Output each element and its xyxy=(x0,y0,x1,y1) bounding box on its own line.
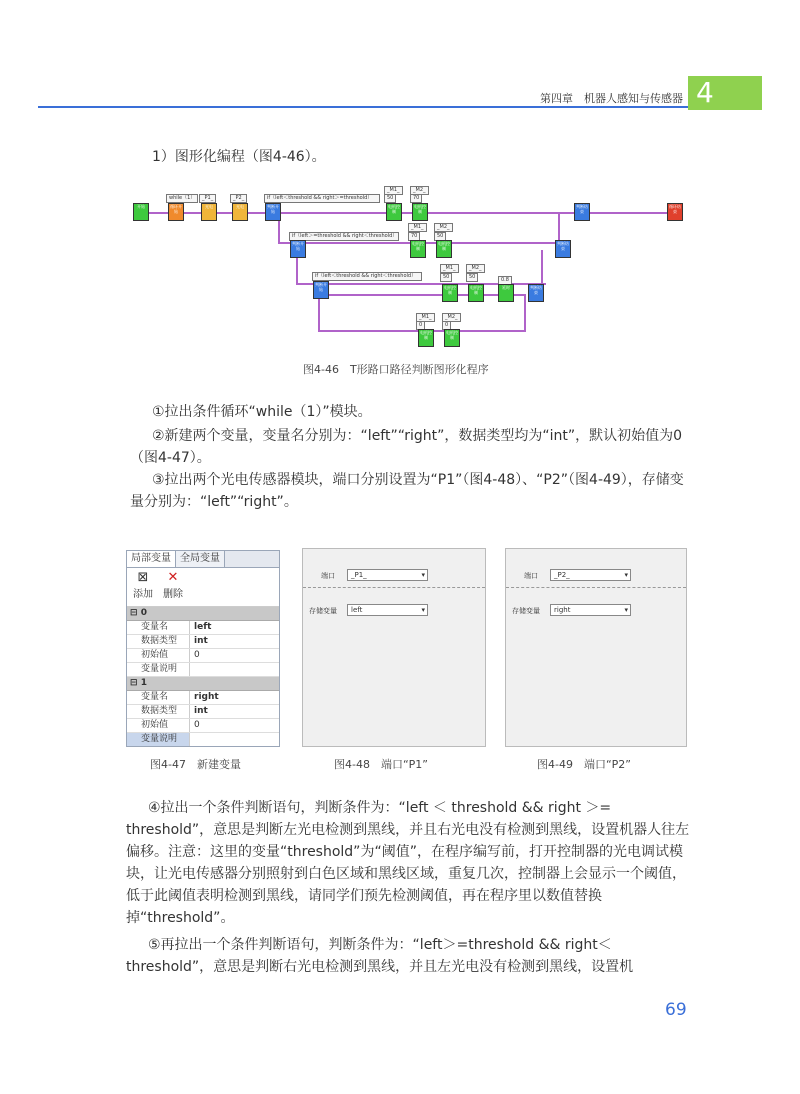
flow-tag-m2: _M2_ xyxy=(442,313,461,322)
add-icon: ⊠ xyxy=(137,570,149,585)
prop-value: int xyxy=(194,706,208,716)
divider xyxy=(506,587,686,588)
add-button[interactable] xyxy=(133,571,153,603)
store-variable-select[interactable]: right ▾ xyxy=(550,604,631,616)
prop-key: 变量名 xyxy=(127,621,190,634)
fig48-caption: 图4-48 端口“P1” xyxy=(334,758,428,771)
flow-block-branch-2[interactable]: 判断开始 xyxy=(290,240,306,258)
step-1: ①拉出条件循环“while（1）”模块。 xyxy=(152,404,372,420)
flow-tag-m1: _M1_ xyxy=(384,186,403,195)
flow-tag-v50: 50 xyxy=(440,273,452,282)
flow-block-delay[interactable]: 延时 xyxy=(498,284,514,302)
flow-block-loop-end[interactable]: 循环结束 xyxy=(667,203,683,221)
prop-value: 0 xyxy=(194,720,200,730)
prop-value: int xyxy=(194,636,208,646)
flow-block-motor[interactable]: 电机控制 xyxy=(436,240,452,258)
flow-tag-v70: 70 xyxy=(408,232,420,241)
tab-global-variables[interactable]: 全局变量 xyxy=(176,551,225,567)
prop-value: right xyxy=(194,692,219,702)
flow-diagram xyxy=(0,0,800,360)
flow-block-branch-1[interactable]: 判断开始 xyxy=(265,203,281,221)
delete-icon: ✕ xyxy=(167,570,179,585)
wire xyxy=(278,220,280,244)
prop-key: 变量说明 xyxy=(127,663,190,676)
step-3: ③拉出两个光电传感器模块，端口分别设置为“P1”（图4-48）、“P2”（图4-49），存储变量分别为：“left”“right”。 xyxy=(130,472,684,510)
group-id: 1 xyxy=(140,678,147,688)
port-select[interactable]: _P2_ ▾ xyxy=(550,569,631,581)
flow-block-branch-end[interactable]: 判断结束 xyxy=(528,284,544,302)
flow-tag-m1: _M1_ xyxy=(408,223,427,232)
fig47-caption: 图4-47 新建变量 xyxy=(150,758,241,771)
table-row[interactable] xyxy=(127,691,279,705)
store-variable-label: 存储变量 xyxy=(309,607,337,615)
table-row[interactable] xyxy=(127,621,279,635)
flow-block-sensor-2[interactable]: 光电 xyxy=(232,203,248,221)
variable-toolbar xyxy=(127,568,279,607)
flow-tag-m1: _M1_ xyxy=(416,313,435,322)
prop-value xyxy=(190,733,194,746)
prop-value: 0 xyxy=(194,650,200,660)
flow-tag-v50: 50 xyxy=(434,232,446,241)
divider xyxy=(303,587,485,588)
flow-block-motor[interactable]: 电机控制 xyxy=(418,329,434,347)
prop-key: 初始值 xyxy=(127,649,190,662)
add-label: 添加 xyxy=(133,589,153,600)
store-variable-select[interactable]: left ▾ xyxy=(347,604,428,616)
tab-local-variables[interactable]: 局部变量 xyxy=(127,551,176,567)
prop-key: 变量说明 xyxy=(127,733,190,746)
table-row[interactable] xyxy=(127,733,279,747)
variable-group-1[interactable]: ⊟ 1 xyxy=(127,677,279,691)
flow-block-branch-end[interactable]: 判断结束 xyxy=(555,240,571,258)
flow-tag-v0: 0 xyxy=(416,321,425,330)
flow-block-start[interactable]: 开始 xyxy=(133,203,149,221)
flow-tag-cond3: if（left＜threshold && right＜threshold） xyxy=(312,272,422,281)
variable-tabs xyxy=(127,551,279,568)
variable-panel xyxy=(126,550,280,747)
prop-key: 数据类型 xyxy=(127,705,190,718)
flow-tag-m2: _M2_ xyxy=(410,186,429,195)
port-label: 端口 xyxy=(321,572,335,580)
flow-block-motor[interactable]: 电机控制 xyxy=(386,203,402,221)
flow-block-motor[interactable]: 电机控制 xyxy=(410,240,426,258)
prop-key: 变量名 xyxy=(127,691,190,704)
flow-tag-cond2: if（left＞=threshold && right＜threshold） xyxy=(289,232,399,241)
prop-value: left xyxy=(194,622,212,632)
flow-tag-v0: 0 xyxy=(442,321,451,330)
table-row[interactable] xyxy=(127,635,279,649)
table-row[interactable] xyxy=(127,649,279,663)
fig49-caption: 图4-49 端口“P2” xyxy=(537,758,631,771)
port-label: 端口 xyxy=(524,572,538,580)
flow-tag-cond1: if（left＜threshold && right＞=threshold） xyxy=(264,194,380,203)
flow-block-loop[interactable]: 循环开始 xyxy=(168,203,184,221)
flow-block-sensor-1[interactable]: 光电 xyxy=(201,203,217,221)
store-variable-label: 存储变量 xyxy=(512,607,540,615)
wire xyxy=(524,295,526,332)
step-5: ⑤再拉出一个条件判断语句，判断条件为：“left＞=threshold && right＜threshold”，意思是判断右光电检测到黑线，并且左光电没有检测到黑线，设置机 xyxy=(126,937,634,975)
variable-group-0[interactable]: ⊟ 0 xyxy=(127,607,279,621)
flow-block-motor[interactable]: 电机控制 xyxy=(412,203,428,221)
prop-key: 初始值 xyxy=(127,719,190,732)
flow-block-motor[interactable]: 电机控制 xyxy=(468,284,484,302)
section-heading: 1）图形化编程（图4-46）。 xyxy=(152,149,326,165)
prop-key: 数据类型 xyxy=(127,635,190,648)
sensor-panel-p1 xyxy=(302,548,486,747)
page-number: 69 xyxy=(665,1000,687,1020)
flow-block-motor[interactable]: 电机控制 xyxy=(442,284,458,302)
flow-tag-delay: 0.8 xyxy=(498,276,512,285)
flow-block-branch-3[interactable]: 判断开始 xyxy=(313,281,329,299)
flow-block-branch-end[interactable]: 判断结束 xyxy=(574,203,590,221)
step-2: ②新建两个变量，变量名分别为：“left”“right”，数据类型均为“int”，默认初始值为0（图4-47）。 xyxy=(130,428,683,466)
delete-button[interactable] xyxy=(163,571,183,603)
table-row[interactable] xyxy=(127,705,279,719)
flow-tag-m2: _M2_ xyxy=(466,264,485,273)
wire xyxy=(541,250,543,285)
table-row[interactable] xyxy=(127,719,279,733)
flow-block-motor[interactable]: 电机控制 xyxy=(444,329,460,347)
table-row[interactable] xyxy=(127,663,279,677)
sensor-panel-p2 xyxy=(505,548,687,747)
flow-tag-v50: 50 xyxy=(384,194,396,203)
delete-label: 删除 xyxy=(163,589,183,600)
flow-tag-m2: _M2_ xyxy=(434,223,453,232)
prop-value xyxy=(190,663,194,676)
wire xyxy=(318,294,526,296)
flow-tag-v50: 50 xyxy=(466,273,478,282)
chapter-number: 4 xyxy=(696,76,714,109)
flow-tag-v70: 70 xyxy=(410,194,422,203)
flow-tag-p1: _P1_ xyxy=(199,194,216,203)
step-4: ④拉出一个条件判断语句，判断条件为：“left ＜ threshold && right ＞= threshold”，意思是判断左光电检测到黑线，并且右光电没有检测到黑线，设置机器人往左偏移。注意：这里的变量“threshold”为“阈值”，在程序编写前，打开控制器的光电调试模块，让光电传感器分别照射到白色区域和黑线区域，重复几次，控制器上会显示一个阈值，低于此阈值表明检测到黑线，请同学们预先检测阈值，再在程序里以数值替换掉“threshold”。 xyxy=(126,800,690,926)
flow-tag-while: while（1） xyxy=(166,194,198,203)
chapter-title: 第四章 机器人感知与传感器 xyxy=(540,92,683,105)
group-id: 0 xyxy=(140,608,147,618)
flow-tag-p2: _P2_ xyxy=(230,194,247,203)
fig46-caption: 图4-46 T形路口路径判断图形化程序 xyxy=(303,363,489,376)
flow-tag-m1: _M1_ xyxy=(440,264,459,273)
port-select[interactable]: _P1_ ▾ xyxy=(347,569,428,581)
